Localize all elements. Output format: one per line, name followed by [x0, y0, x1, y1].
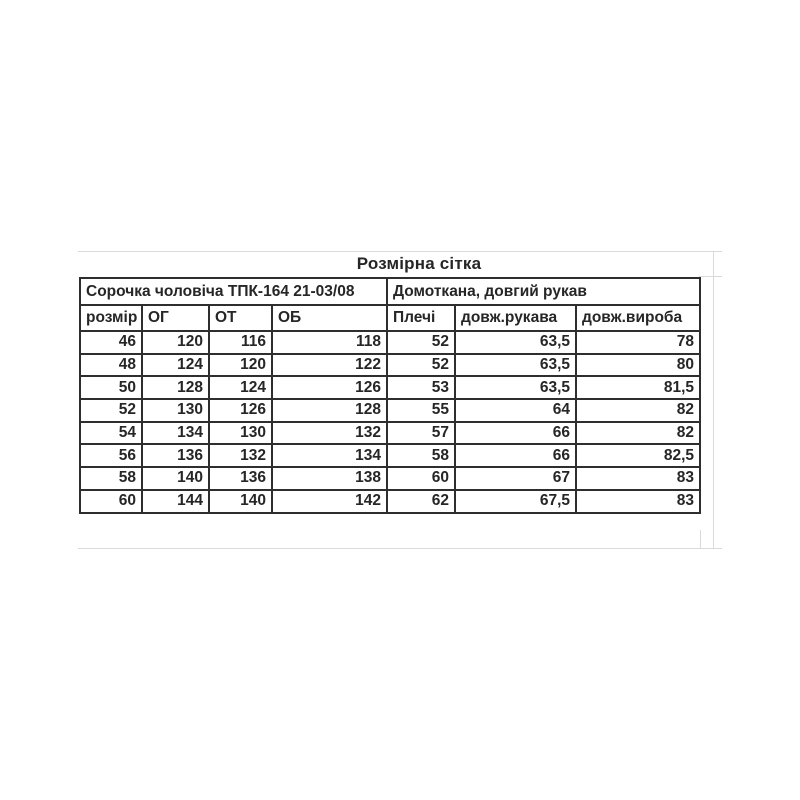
cell: 48: [80, 354, 142, 377]
spreadsheet-gridline-bottom-right: [700, 530, 701, 548]
cell: 56: [80, 444, 142, 467]
cell: 67: [455, 467, 576, 490]
cell: 58: [387, 444, 455, 467]
spreadsheet-gridline-top-right: [699, 276, 722, 277]
cell: 118: [272, 331, 387, 354]
cell: 134: [142, 422, 209, 445]
cell: 57: [387, 422, 455, 445]
cell: 132: [209, 444, 272, 467]
cell: 60: [80, 490, 142, 513]
column-header-row: [80, 305, 700, 331]
cell: 122: [272, 354, 387, 377]
cell: 144: [142, 490, 209, 513]
cell: 81,5: [576, 376, 700, 399]
cell: 52: [387, 354, 455, 377]
cell: 78: [576, 331, 700, 354]
column-header-6: довж.вироба: [576, 305, 700, 331]
cell: 82,5: [576, 444, 700, 467]
cell: 53: [387, 376, 455, 399]
cell: 124: [209, 376, 272, 399]
cell: 55: [387, 399, 455, 422]
spreadsheet-gridline-right: [713, 251, 714, 548]
table-row: [80, 490, 700, 513]
spreadsheet-gridline-top: [78, 251, 722, 252]
column-header-4: Плечі: [387, 305, 455, 331]
cell: 126: [272, 376, 387, 399]
cell: 138: [272, 467, 387, 490]
column-header-5: довж.рукава: [455, 305, 576, 331]
cell: 82: [576, 399, 700, 422]
cell: 136: [209, 467, 272, 490]
cell: 142: [272, 490, 387, 513]
cell: 66: [455, 444, 576, 467]
column-header-3: ОБ: [272, 305, 387, 331]
size-table-body: [80, 278, 700, 513]
cell: 130: [209, 422, 272, 445]
table-row: [80, 444, 700, 467]
spreadsheet-gridline-bottom: [78, 548, 722, 549]
cell: 62: [387, 490, 455, 513]
cell: 50: [80, 376, 142, 399]
cell: 130: [142, 399, 209, 422]
cell: 52: [387, 331, 455, 354]
cell: 140: [142, 467, 209, 490]
cell: 64: [455, 399, 576, 422]
cell: 120: [142, 331, 209, 354]
column-header-2: ОТ: [209, 305, 272, 331]
cell: 54: [80, 422, 142, 445]
table-row: [80, 354, 700, 377]
product-fabric-cell: Домоткана, довгий рукав: [387, 278, 700, 305]
cell: 124: [142, 354, 209, 377]
cell: 128: [272, 399, 387, 422]
column-header-0: розмір: [80, 305, 142, 331]
table-row: [80, 422, 700, 445]
cell: 120: [209, 354, 272, 377]
cell: 67,5: [455, 490, 576, 513]
cell: 140: [209, 490, 272, 513]
cell: 132: [272, 422, 387, 445]
cell: 66: [455, 422, 576, 445]
cell: 80: [576, 354, 700, 377]
product-name-cell: Сорочка чоловіча ТПК-164 21-03/08: [80, 278, 387, 305]
cell: 63,5: [455, 331, 576, 354]
cell: 58: [80, 467, 142, 490]
cell: 52: [80, 399, 142, 422]
cell: 128: [142, 376, 209, 399]
size-table: [79, 277, 701, 514]
table-row: [80, 399, 700, 422]
table-row: [80, 376, 700, 399]
column-header-1: ОГ: [142, 305, 209, 331]
cell: 83: [576, 490, 700, 513]
cell: 136: [142, 444, 209, 467]
table-row: [80, 331, 700, 354]
cell: 46: [80, 331, 142, 354]
cell: 83: [576, 467, 700, 490]
cell: 63,5: [455, 376, 576, 399]
cell: 63,5: [455, 354, 576, 377]
cell: 126: [209, 399, 272, 422]
size-chart-title: Розмірна сітка: [356, 254, 482, 273]
cell: 82: [576, 422, 700, 445]
cell: 134: [272, 444, 387, 467]
table-row: [80, 467, 700, 490]
cell: 116: [209, 331, 272, 354]
product-row: [80, 278, 700, 305]
cell: 60: [387, 467, 455, 490]
